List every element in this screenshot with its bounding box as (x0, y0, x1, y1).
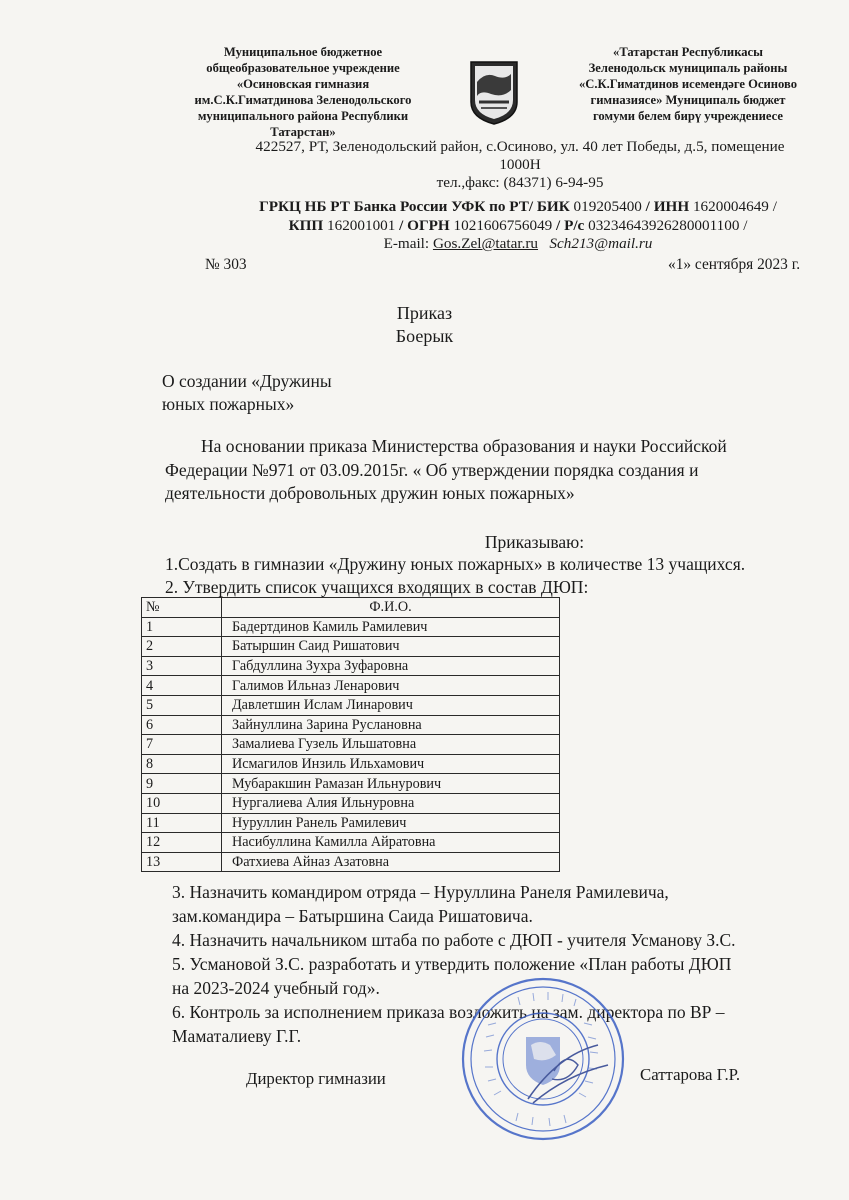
row-number: 6 (142, 715, 222, 735)
table-row (142, 695, 560, 715)
bank-name: ГРКЦ НБ РТ Банка России УФК по РТ/ БИК (259, 198, 570, 215)
email-label: E-mail: (383, 235, 430, 252)
row-number: 2 (142, 637, 222, 657)
subject-line: юных пожарных» (162, 394, 295, 414)
row-number: 11 (142, 813, 222, 833)
doc-date: «1» сентября 2023 г. (668, 256, 801, 273)
row-name: Мубаракшин Рамазан Ильнурович (222, 774, 560, 794)
org-line: муниципального района Республики (197, 109, 409, 123)
table-row (142, 656, 560, 676)
order-item-3: 3. Назначить командиром отряда – Нуруллина Ранеля Рамилевича, (172, 882, 669, 902)
row-number: 9 (142, 774, 222, 794)
row-name: Фатхиева Айназ Азатовна (222, 852, 560, 872)
signer-name: Саттарова Г.Р. (640, 1065, 741, 1084)
org-line: общеобразовательное учреждение (206, 61, 400, 75)
doc-title (0, 302, 849, 348)
basis-line: Федерации №971 от 03.09.2015г. « Об утверждении порядка создания и (165, 459, 699, 480)
email-secondary: Sch213@mail.ru (549, 235, 653, 252)
bank-details (198, 198, 838, 254)
org-line: им.С.К.Гиматдинова Зеленодольского (194, 93, 412, 107)
row-name: Давлетшин Ислам Линарович (222, 695, 560, 715)
row-number: 3 (142, 656, 222, 676)
bik-value: 019205400 (573, 198, 642, 215)
inn-value: 1620004649 / (692, 198, 777, 215)
order-item-5-cont: на 2023-2024 учебный год». (172, 978, 380, 998)
order-item-2: 2. Утвердить список учащихся входящих в состав ДЮП: (165, 577, 589, 597)
org-name-ru (168, 44, 438, 140)
table-row (142, 813, 560, 833)
separator: / (645, 198, 650, 215)
order-item-5: 5. Усмановой З.С. разработать и утвердить положение «План работы ДЮП (172, 954, 732, 974)
org-line: «Осиновская гимназия (236, 77, 370, 91)
table-row (142, 852, 560, 872)
row-name: Батыршин Саид Ришатович (222, 637, 560, 657)
table-row (142, 774, 560, 794)
org-line: Татарстан» (270, 125, 336, 139)
row-number: 1 (142, 617, 222, 637)
row-number: 10 (142, 793, 222, 813)
rs-value: 03234643926280001100 / (588, 216, 748, 234)
row-name: Габдуллина Зухра Зуфаровна (222, 656, 560, 676)
row-number: 13 (142, 852, 222, 872)
table-row (142, 637, 560, 657)
row-number: 5 (142, 695, 222, 715)
basis-paragraph (165, 435, 835, 506)
address-line: 422527, РТ, Зеленодольский район, с.Осиново, ул. 40 лет Победы, д.5, помещение (255, 138, 785, 155)
email-link[interactable]: Gos.Zel@tatar.ru (432, 235, 539, 252)
kpp-value: 162001001 (327, 216, 396, 234)
phone-line: тел.,факс: (84371) 6-94-95 (436, 174, 604, 191)
row-name: Замалиева Гузель Ильшатовна (222, 735, 560, 755)
row-number: 12 (142, 833, 222, 853)
table-row (142, 735, 560, 755)
inn-label: ИНН (653, 198, 690, 215)
basis-line: деятельности добровольных дружин юных пожарных» (165, 483, 575, 503)
row-number: 4 (142, 676, 222, 696)
official-stamp-icon (458, 975, 628, 1143)
org-line: «С.К.Гиматдинов исемендәге Осиново (578, 77, 798, 91)
address-block (200, 138, 840, 192)
org-name-tt (538, 44, 838, 124)
org-line: «Татарстан Республикасы (613, 45, 763, 59)
org-line: гимназиясе» Муниципаль бюджет (590, 93, 786, 107)
rs-label: / Р/с (556, 216, 585, 234)
doc-number: № 303 (205, 256, 247, 273)
order-item-1: 1.Создать в гимназии «Дружину юных пожарных» в количестве 13 учащихся. (165, 554, 746, 574)
students-table (141, 597, 560, 872)
col-name-header: Ф.И.О. (222, 598, 560, 618)
row-name: Нуруллин Ранель Рамилевич (222, 813, 560, 833)
row-name: Насибуллина Камилла Айратовна (222, 833, 560, 853)
table-row (142, 793, 560, 813)
orders-heading: Приказываю: (484, 532, 585, 552)
org-line: гомуми белем бирү учреждениесе (593, 109, 783, 123)
kpp-label: КПП (288, 216, 324, 234)
row-name: Исмагилов Инзиль Ильхамович (222, 754, 560, 774)
coat-of-arms-icon (469, 60, 519, 126)
ogrn-value: 1021606756049 (453, 216, 553, 234)
row-name: Бадертдинов Камиль Рамилевич (222, 617, 560, 637)
table-row (142, 833, 560, 853)
order-item-6-cont: Маматалиеву Г.Г. (172, 1026, 302, 1046)
table-row (142, 715, 560, 735)
table-row (142, 617, 560, 637)
basis-line: На основании приказа Министерства образования и науки Российской (201, 436, 727, 456)
address-line: 1000Н (499, 156, 541, 173)
row-name: Зайнуллина Зарина Руслановна (222, 715, 560, 735)
org-line: Зеленодольск муниципаль районы (588, 61, 788, 75)
table-row (142, 754, 560, 774)
row-number: 7 (142, 735, 222, 755)
order-item-6: 6. Контроль за исполнением приказа возложить на зам. директора по ВР – (172, 1002, 725, 1022)
col-number-header: № (142, 598, 222, 618)
order-item-3-cont: зам.командира – Батыршина Саида Ришатовича. (172, 906, 533, 926)
signer-title: Директор гимназии (246, 1069, 386, 1088)
row-number: 8 (142, 754, 222, 774)
row-name: Нургалиева Алия Ильнуровна (222, 793, 560, 813)
subject-line: О создании «Дружины (162, 371, 332, 391)
table-row (142, 676, 560, 696)
row-name: Галимов Ильназ Ленарович (222, 676, 560, 696)
order-item-4: 4. Назначить начальником штаба по работе с ДЮП - учителя Усманову З.С. (172, 930, 736, 950)
table-header-row (142, 598, 560, 618)
ogrn-label: / ОГРН (399, 216, 450, 234)
doc-subject (162, 370, 332, 416)
title-tt: Боерык (395, 326, 454, 346)
title-ru: Приказ (396, 303, 453, 323)
org-line: Муниципальное бюджетное (223, 45, 383, 59)
